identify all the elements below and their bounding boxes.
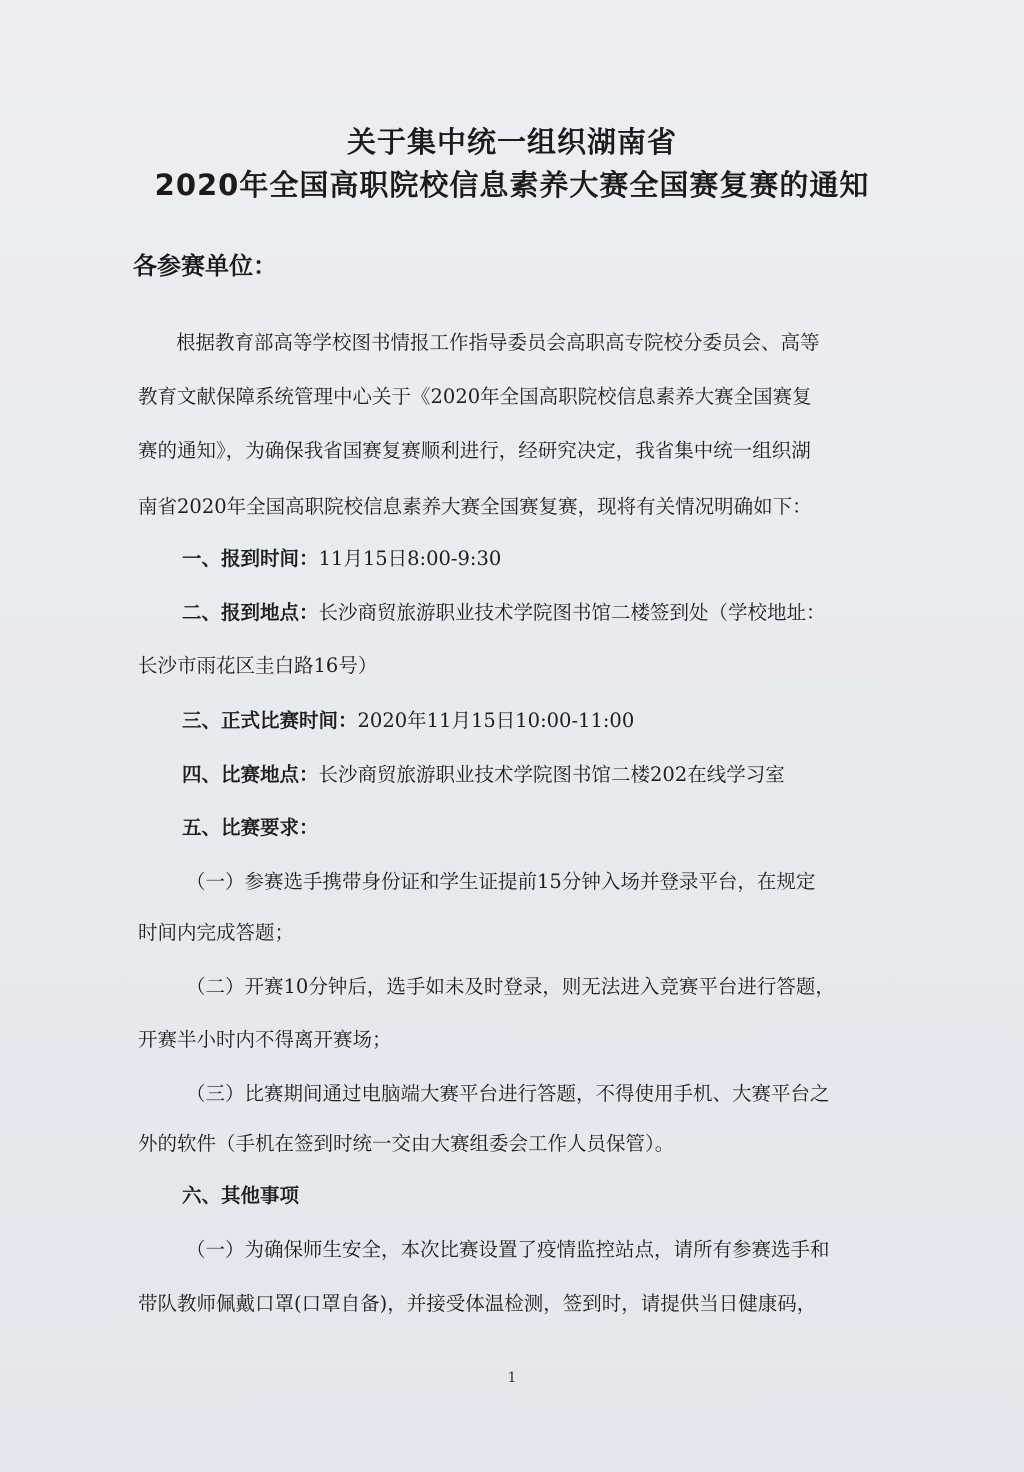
intro-line-2: 教育文献保障系统管理中心关于《2020年全国高职院校信息素养大赛全国赛复 xyxy=(138,385,812,408)
item-heading: 一、报到时间： xyxy=(182,547,319,570)
item-competition-place xyxy=(182,759,785,787)
intro-line-4: 南省2020年全国高职院校信息素养大赛全国赛复赛，现将有关情况明确如下： xyxy=(138,495,812,518)
document-title-line1: 关于集中统一组织湖南省 xyxy=(346,125,677,159)
item-text: 长沙商贸旅游职业技术学院图书馆二楼202在线学习室 xyxy=(318,763,785,786)
item-heading: 二、报到地点： xyxy=(182,601,319,624)
requirement-1: （一）参赛选手携带身份证和学生证提前15分钟入场并登录平台，在规定 xyxy=(186,870,816,893)
document-title-line2: 2020年全国高职院校信息素养大赛全国赛复赛的通知 xyxy=(154,168,870,202)
item-heading: 三、正式比赛时间： xyxy=(182,709,358,732)
item-requirements-heading: 五、比赛要求： xyxy=(182,816,319,839)
item-checkin-time xyxy=(182,543,501,571)
item-text: 长沙商贸旅游职业技术学院图书馆二楼签到处（学校地址： xyxy=(318,601,826,624)
item-text: 11月15日8:00-9:30 xyxy=(318,547,502,570)
item-other-heading: 六、其他事项 xyxy=(182,1184,300,1207)
item-checkin-place-cont: 长沙市雨花区圭白路16号） xyxy=(138,654,378,677)
other-item-1: （一）为确保师生安全，本次比赛设置了疫情监控站点，请所有参赛选手和 xyxy=(186,1238,830,1261)
item-checkin-place xyxy=(182,597,826,625)
item-competition-time xyxy=(182,705,634,733)
page-number: 1 xyxy=(507,1370,517,1386)
requirement-1-cont: 时间内完成答题； xyxy=(138,921,295,944)
item-heading: 四、比赛地点： xyxy=(182,763,319,786)
salutation: 各参赛单位： xyxy=(133,252,277,280)
requirement-3-cont: 外的软件（手机在签到时统一交由大赛组委会工作人员保管）。 xyxy=(138,1132,675,1155)
requirement-3: （三）比赛期间通过电脑端大赛平台进行答题，不得使用手机、大赛平台之 xyxy=(186,1082,830,1105)
intro-line-1: 根据教育部高等学校图书情报工作指导委员会高职高专院校分委员会、高等 xyxy=(176,331,820,354)
other-item-1-cont: 带队教师佩戴口罩(口罩自备)，并接受体温检测，签到时，请提供当日健康码， xyxy=(138,1292,817,1315)
requirement-2: （二）开赛10分钟后，选手如未及时登录，则无法进入竞赛平台进行答题， xyxy=(186,975,835,998)
requirement-2-cont: 开赛半小时内不得离开赛场； xyxy=(138,1028,392,1051)
item-text: 2020年11月15日10:00-11:00 xyxy=(357,709,635,732)
intro-line-3: 赛的通知》，为确保我省国赛复赛顺利进行，经研究决定，我省集中统一组织湖 xyxy=(138,439,811,462)
